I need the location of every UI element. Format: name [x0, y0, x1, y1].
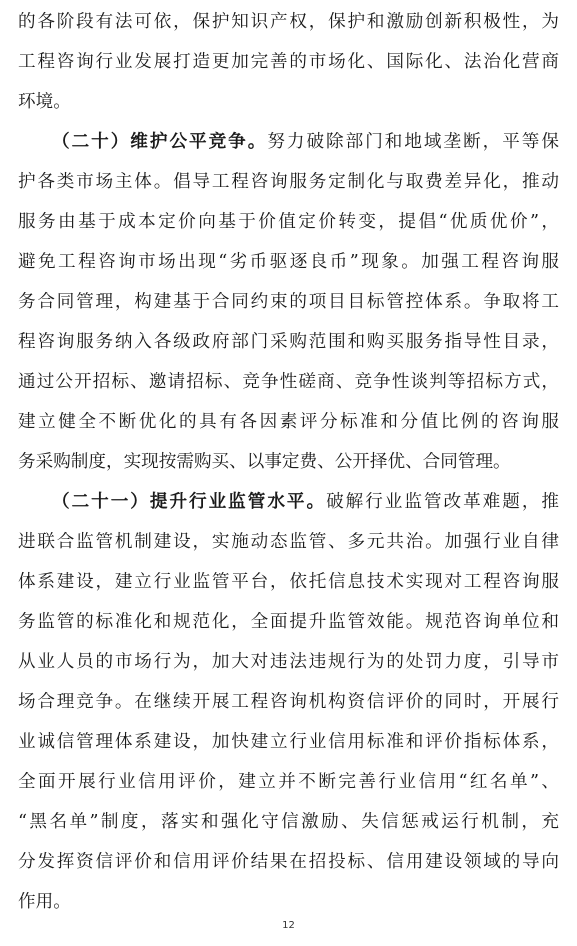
paragraph-line: 服务由基于成本定价向基于价值定价转变，提倡“优质优价”， — [18, 212, 559, 232]
section-20-first-line-text: 努力破除部门和地域垄断，平等保 — [267, 132, 559, 152]
paragraph-line: 业诚信管理体系建设，加快建立行业信用标准和评价指标体系， — [18, 732, 559, 752]
paragraph-line: 务合同管理，构建基于合同约束的项目目标管控体系。争取将工 — [18, 292, 559, 312]
section-20-heading: （二十）维护公平竞争。 — [52, 131, 268, 152]
paragraph-line: 体系建设，建立行业监管平台，依托信息技术实现对工程咨询服 — [18, 572, 559, 592]
section-21-first-line — [52, 482, 559, 522]
paragraph-line: 分发挥资信评价和信用评价结果在招投标、信用建设领域的导向 — [18, 852, 559, 872]
section-21-first-line-text: 破解行业监管改革难题，推 — [326, 492, 559, 512]
paragraph-line: 全面开展行业信用评价，建立并不断完善行业信用“红名单”、 — [18, 772, 559, 792]
paragraph-line: 通过公开招标、邀请招标、竞争性磋商、竞争性谈判等招标方式， — [18, 372, 559, 392]
paragraph-line: 务采购制度，实现按需购买、以事定费、公开择优、合同管理。 — [18, 452, 511, 472]
paragraph-line: 护各类市场主体。倡导工程咨询服务定制化与取费差异化，推动 — [18, 172, 559, 192]
paragraph-line: “黑名单”制度，落实和强化守信激励、失信惩戒运行机制，充 — [18, 812, 559, 832]
paragraph-line: 从业人员的市场行为，加大对违法违规行为的处罚力度，引导市 — [18, 652, 559, 672]
paragraph-line: 场合理竞争。在继续开展工程咨询机构资信评价的同时，开展行 — [18, 692, 559, 712]
paragraph-line: 环境。 — [18, 92, 71, 112]
paragraph-line: 建立健全不断优化的具有各因素评分标准和分值比例的咨询服 — [18, 412, 559, 432]
paragraph-line: 避免工程咨询市场出现“劣币驱逐良币”现象。加强工程咨询服 — [18, 252, 559, 272]
paragraph-line: 的各阶段有法可依，保护知识产权，保护和激励创新积极性，为 — [18, 12, 559, 32]
paragraph-line: 作用。 — [18, 892, 71, 912]
paragraph-line: 程咨询服务纳入各级政府部门采购范围和购买服务指导性目录， — [18, 332, 559, 352]
paragraph-line: 进联合监管机制建设，实施动态监管、多元共治。加强行业自律 — [18, 532, 559, 552]
page-number: 12 — [282, 920, 295, 931]
paragraph-line: 务监管的标准化和规范化，全面提升监管效能。规范咨询单位和 — [18, 612, 559, 632]
paragraph-line: 工程咨询行业发展打造更加完善的市场化、国际化、法治化营商 — [18, 52, 559, 72]
section-20-first-line — [52, 122, 559, 162]
section-21-heading: （二十一）提升行业监管水平。 — [52, 491, 327, 512]
